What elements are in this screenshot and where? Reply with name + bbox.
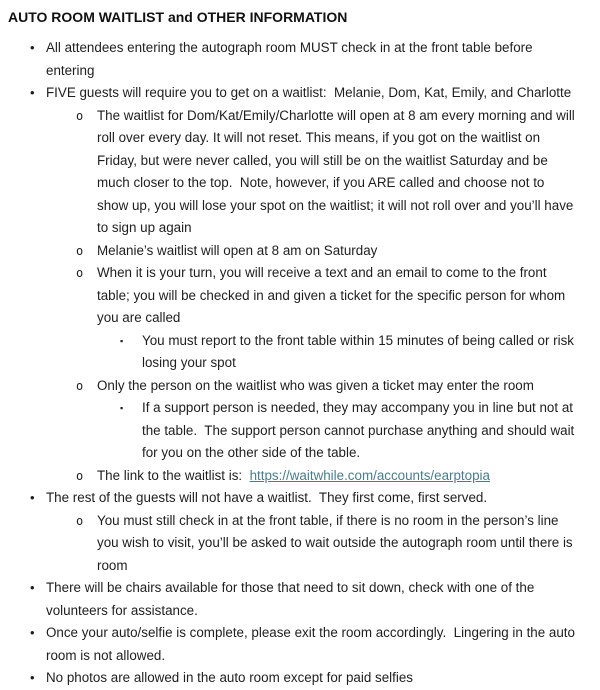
list-item: [8, 397, 579, 465]
bullet-circle-icon: o: [76, 108, 84, 123]
list-item: [8, 510, 575, 578]
list-item: [8, 105, 579, 240]
list-item-text: You must report to the front table within 15 minutes of being called or risk losing your spot: [142, 332, 578, 370]
bullet-disc-icon: •: [30, 580, 35, 595]
list-item: [8, 262, 575, 330]
bullet-circle-icon: o: [76, 266, 84, 280]
list-item: [8, 667, 575, 690]
list-item-text: All attendees entering the autograph room MUST check in at the front table before entering: [46, 40, 537, 78]
bullet-disc-icon: •: [30, 670, 35, 685]
list-item: [8, 487, 575, 510]
list-item-text: You must still check in at the front table, if there is no room in the person’s line you wish to visit, you’ll be asked to wait outside the autograph room until there is room: [97, 512, 577, 573]
list-item-text: When it is your turn, you will receive a text and an email to come to the front table; you will be checked in and given a ticket for the specific person for whom you are called: [97, 265, 569, 325]
bullet-circle-icon: o: [76, 243, 84, 258]
bullet-circle-icon: o: [76, 468, 84, 483]
list-item-text: Melanie’s waitlist will open at 8 am on Saturday: [97, 242, 378, 258]
bullet-disc-icon: •: [30, 85, 35, 100]
list-item-text: FIVE guests will require you to get on a waitlist: Melanie, Dom, Kat, Emily, and Charlotte: [46, 85, 572, 100]
list-item: [8, 82, 575, 105]
list-item-text: Once your auto/selfie is complete, please exit the room accordingly. Lingering in the auto room is not allowed.: [46, 625, 579, 663]
bullet-disc-icon: •: [30, 40, 35, 55]
list-item: [8, 375, 575, 398]
list-item: [8, 465, 575, 488]
list-item-text: The waitlist for Dom/Kat/Emily/Charlotte will open at 8 am every morning and will roll over every day. It will not reset. This means, if you got on the waitlist on Friday, but were never called, you will still be on the waitlist Saturday and be much closer to the top. Note, however, if you ARE called and choose not to show up, you will lose your spot on the waitlist; it will not roll over and you’ll have to sign up again: [97, 107, 579, 235]
bullet-circle-icon: o: [76, 513, 84, 528]
bullet-square-icon: ▪: [120, 403, 124, 413]
bullet-list: [8, 37, 579, 690]
list-item: [8, 622, 579, 667]
list-item-text: If a support person is needed, they may accompany you in line but not at the table. The support person cannot purchase anything and should wait for you on the other side of the table.: [142, 400, 579, 460]
bullet-circle-icon: o: [76, 378, 84, 393]
bullet-disc-icon: •: [30, 490, 35, 505]
list-item-text: Only the person on the waitlist who was given a ticket may enter the room: [97, 377, 534, 393]
list-item-text: There will be chairs available for those that need to sit down, check with one of the volunteers for assistance.: [46, 580, 539, 618]
bullet-disc-icon: •: [30, 625, 35, 640]
list-item-text: No photos are allowed in the auto room except for paid selfies: [46, 670, 413, 685]
list-item-text: The rest of the guests will not have a waitlist. They first come, first served.: [46, 490, 488, 505]
bullet-square-icon: ▪: [120, 335, 124, 346]
list-item: [8, 330, 578, 375]
list-item: [8, 240, 575, 263]
list-item-text: The link to the waitlist is:: [97, 467, 250, 483]
list-item: [8, 577, 575, 622]
waitlist-link[interactable]: https://waitwhile.com/accounts/earptopia: [249, 467, 490, 483]
page-title: AUTO ROOM WAITLIST and OTHER INFORMATION: [8, 9, 348, 25]
list-item: [8, 37, 575, 82]
